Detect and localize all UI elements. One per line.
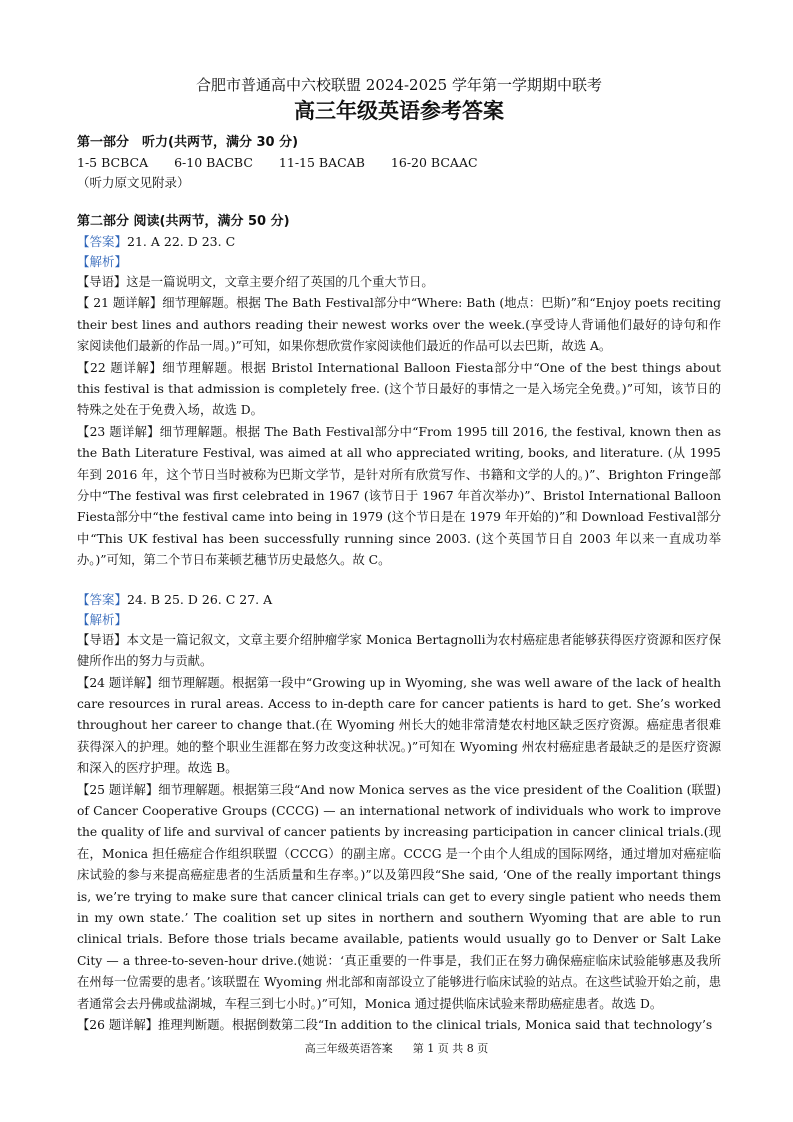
answer-text: 21. A 22. D 23. C [127, 234, 236, 249]
document-title: 高三年级英语参考答案 [294, 99, 504, 123]
q25-explanation: 【25 题详解】细节理解题。根据第三段“And now Monica serves as the vice president of the Coalition (联盟) of Cancer Cooperative Groups (CCCG) — an international network of individuals who work to improve the quality of life and survival of cancer patients by increasing participation in cancer clinical trials.(现在，Monica 担任癌症合作组织联盟（CCCG）的副主席。CCCG 是一个由个人组成的国际网络，通过增加对癌症临床试验的参与来提高癌症患者的生活质量和生存率。)”以及第四段“She said, ‘One of the really important things is, we’re trying to make sure that cancer clinical trials can get to every single patient who needs them in my own state.’ The coalition set up sites in northern and southern Wyoming that are able to run clinical trials. Before those trials became available, patients would usually go to Denver or Salt Lake City — a three-to-seven-hour drive.(她说：‘真正重要的一件事是，我们正在努力确保癌症临床试验能够惠及我所在州每一位需要的患者。’该联盟在 Wyoming 州北部和南部设立了能够进行临床试验的站点。在这些试验开始之前，患者通常会去丹佛或盐湖城，车程三到七小时。)”可知，Monica 通过提供临床试验来帮助癌症患者。故选 D。 [77, 782, 721, 1011]
page-footer [0, 1042, 793, 1056]
footer-doc-name: 高三年级英语答案 [304, 1042, 393, 1055]
answer-group: 6-10 BACBC [174, 155, 253, 170]
answer-line-1 [77, 232, 721, 252]
q24-explanation: 【24 题详解】细节理解题。根据第一段中“Growing up in Wyoming, she was well aware of the lack of health care resources in rural areas. Access to in-depth care for cancer patients is hard to get. She’s worked throughout her career to change that.(在 Wyoming 州长大的她非常清楚农村地区缺乏医疗资源。癌症患者很难获得深入的护理。她的整个职业生涯都在努力改变这种状况。)”可知在 Wyoming 州农村癌症患者最缺乏的是医疗资源和深入的医疗护理。故选 B。 [77, 675, 721, 776]
q21-explanation: 【 21 题详解】细节理解题。根据 The Bath Festival部分中“Where: Bath (地点：巴斯)”和“Enjoy poets reciting their best lines and authors reading their newest works over the week.(享受诗人背诵他们最好的诗句和作家阅读他们最新的作品一周。)”可知，如果你想欣赏作家阅读他们最近的作品可以去巴斯，故选 A。 [77, 296, 721, 354]
answer-line-2 [77, 590, 721, 610]
exam-subtitle: 合肥市普通高中六校联盟 2024-2025 学年第一学期期中联考 [196, 76, 602, 94]
listening-note: （听力原文见附录） [77, 175, 190, 190]
footer-page-number: 第 1 页 共 8 页 [412, 1042, 489, 1055]
answer-label: 【答案】 [77, 591, 128, 607]
answer-group: 1-5 BCBCA [77, 155, 149, 170]
answer-group: 16-20 BCAAC [390, 155, 478, 170]
part2-heading: 第二部分 阅读(共两节，满分 50 分) [77, 214, 290, 229]
guide-paragraph: 【导语】本文是一篇记叙文，文章主要介绍肿瘤学家 Monica Bertagnolli为农村癌症患者能够获得医疗资源和医疗保健所作出的努力与贡献。 [77, 632, 721, 669]
part1-heading: 第一部分 听力(共两节，满分 30 分) [77, 135, 299, 150]
q23-explanation: 【23 题详解】细节理解题。根据 The Bath Festival部分中“From 1995 till 2016, the festival, known then as the Bath Literature Festival, was aimed at all who appreciated writing, books, and literature. (从 1995 年到 2016 年，这个节日当时被称为巴斯文学节，是针对所有欣赏写作、书籍和文学的人的。)”、Brighton Fringe部分中“The festival was first celebrated in 1967 (该节日于 1967 年首次举办)”、Bristol International Balloon Fiesta部分中“the festival came into being in 1979 (这个节日是在 1979 年开始的)”和 Download Festival部分中“This UK festival has been successfully running since 2003. (这个英国节日自 2003 年以来一直成功举办。)”可知，第二个节日布莱顿艺穗节历史最悠久。故 C。 [77, 424, 721, 568]
answer-group: 11-15 BACAB [278, 155, 365, 170]
answer-label: 【答案】 [77, 234, 128, 249]
answer-text: 24. B 25. D 26. C 27. A [127, 591, 273, 607]
q22-explanation: 【22 题详解】细节理解题。根据 Bristol International Balloon Fiesta部分中“One of the best things about this festival is that admission is completely free. (这个节日最好的事情之一是入场完全免费。)”可知，该节日的特殊之处在于免费入场，故选 D。 [77, 360, 721, 418]
document-page [77, 74, 721, 1036]
analysis-label: 【解析】 [77, 254, 128, 269]
analysis-label: 【解析】 [77, 611, 128, 627]
q26-explanation: 【26 题详解】推理判断题。根据倒数第二段“In addition to the clinical trials, Monica said that technology’s [77, 1018, 713, 1032]
guide-paragraph: 【导语】这是一篇说明文，文章主要介绍了英国的几个重大节日。 [77, 275, 434, 289]
listening-answers [77, 153, 721, 173]
